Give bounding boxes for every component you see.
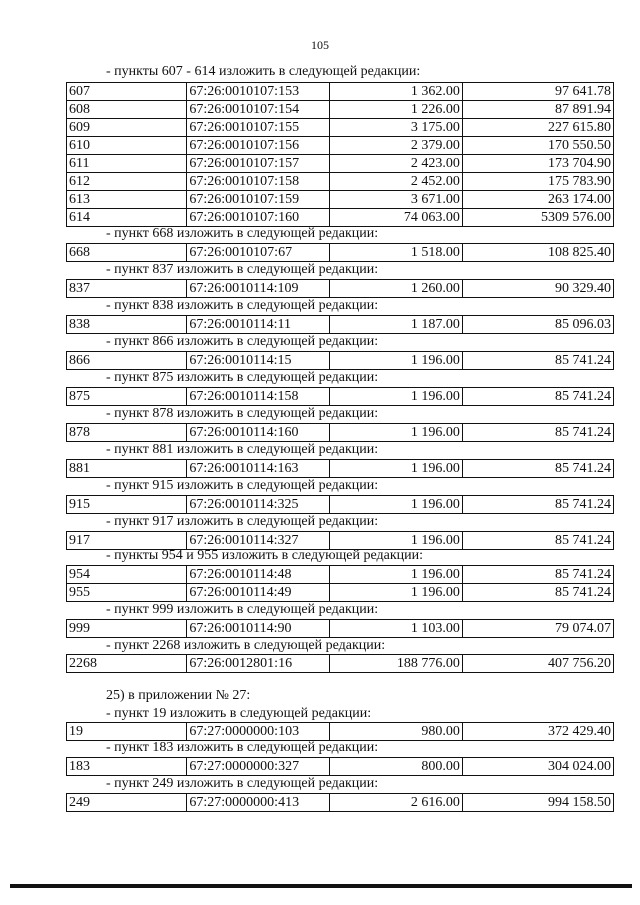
data-table (66, 793, 614, 812)
cadastral-number-cell: 67:27:0000000:327 (187, 758, 330, 776)
area-cell: 2 616.00 (330, 794, 463, 812)
data-table (66, 619, 614, 638)
value-cell: 5309 576.00 (462, 209, 613, 227)
cadastral-number-cell: 67:26:0010114:49 (187, 584, 330, 602)
cadastral-number-cell: 67:26:0010114:109 (187, 280, 330, 298)
area-cell: 2 452.00 (330, 173, 463, 191)
cadastral-number-cell: 67:26:0010114:15 (187, 352, 330, 370)
value-cell: 85 741.24 (462, 424, 613, 442)
row-number-cell: 837 (67, 280, 187, 298)
row-number-cell: 866 (67, 352, 187, 370)
row-number-cell: 249 (67, 794, 187, 812)
block-heading: - пункт 878 изложить в следующей редакции: (106, 406, 379, 421)
row-number-cell: 608 (67, 101, 187, 119)
table-row (67, 119, 614, 137)
cadastral-number-cell: 67:26:0010107:160 (187, 209, 330, 227)
table-row (67, 655, 614, 673)
cadastral-number-cell: 67:26:0010107:154 (187, 101, 330, 119)
block-heading: - пункт 249 изложить в следующей редакции: (106, 776, 379, 791)
cadastral-number-cell: 67:26:0010107:155 (187, 119, 330, 137)
block-heading: - пункты 607 - 614 изложить в следующей редакции: (106, 64, 421, 79)
value-cell: 994 158.50 (462, 794, 613, 812)
data-table (66, 279, 614, 298)
area-cell: 3 671.00 (330, 191, 463, 209)
block-heading: - пункт 915 изложить в следующей редакции: (106, 478, 379, 493)
table-row (67, 532, 614, 550)
table-row (67, 209, 614, 227)
cadastral-number-cell: 67:26:0010114:163 (187, 460, 330, 478)
block-heading: - пункт 866 изложить в следующей редакции: (106, 334, 379, 349)
area-cell: 1 103.00 (330, 620, 463, 638)
area-cell: 1 196.00 (330, 566, 463, 584)
area-cell: 1 196.00 (330, 388, 463, 406)
area-cell: 1 196.00 (330, 496, 463, 514)
row-number-cell: 875 (67, 388, 187, 406)
value-cell: 173 704.90 (462, 155, 613, 173)
cadastral-number-cell: 67:27:0000000:103 (187, 723, 330, 741)
table-row (67, 496, 614, 514)
value-cell: 97 641.78 (462, 83, 613, 101)
block-heading: - пункт 917 изложить в следующей редакции: (106, 514, 379, 529)
value-cell: 170 550.50 (462, 137, 613, 155)
area-cell: 1 196.00 (330, 532, 463, 550)
table-row (67, 723, 614, 741)
row-number-cell: 2268 (67, 655, 187, 673)
data-table (66, 423, 614, 442)
row-number-cell: 881 (67, 460, 187, 478)
block-heading: - пункт 881 изложить в следующей редакции: (106, 442, 379, 457)
value-cell: 372 429.40 (462, 723, 613, 741)
cadastral-number-cell: 67:26:0010114:90 (187, 620, 330, 638)
value-cell: 87 891.94 (462, 101, 613, 119)
row-number-cell: 613 (67, 191, 187, 209)
data-table (66, 351, 614, 370)
table-row (67, 101, 614, 119)
row-number-cell: 611 (67, 155, 187, 173)
data-table (66, 495, 614, 514)
area-cell: 188 776.00 (330, 655, 463, 673)
table-row (67, 352, 614, 370)
value-cell: 85 096.03 (462, 316, 613, 334)
area-cell: 800.00 (330, 758, 463, 776)
row-number-cell: 999 (67, 620, 187, 638)
cadastral-number-cell: 67:26:0010114:327 (187, 532, 330, 550)
table-row (67, 83, 614, 101)
table-row (67, 424, 614, 442)
table-row (67, 173, 614, 191)
table-row (67, 155, 614, 173)
table-row (67, 566, 614, 584)
cadastral-number-cell: 67:26:0010107:158 (187, 173, 330, 191)
block-heading: - пункт 999 изложить в следующей редакции: (106, 602, 379, 617)
row-number-cell: 668 (67, 244, 187, 262)
data-table (66, 654, 614, 673)
table-row (67, 316, 614, 334)
bottom-rule (10, 884, 632, 888)
cadastral-number-cell: 67:26:0010114:11 (187, 316, 330, 334)
table-row (67, 584, 614, 602)
row-number-cell: 612 (67, 173, 187, 191)
value-cell: 108 825.40 (462, 244, 613, 262)
area-cell: 1 518.00 (330, 244, 463, 262)
cadastral-number-cell: 67:26:0010114:160 (187, 424, 330, 442)
value-cell: 407 756.20 (462, 655, 613, 673)
table-row (67, 388, 614, 406)
value-cell: 90 329.40 (462, 280, 613, 298)
area-cell: 1 226.00 (330, 101, 463, 119)
table-row (67, 191, 614, 209)
area-cell: 3 175.00 (330, 119, 463, 137)
value-cell: 85 741.24 (462, 532, 613, 550)
table-row (67, 280, 614, 298)
cadastral-number-cell: 67:26:0010107:157 (187, 155, 330, 173)
data-table (66, 757, 614, 776)
table-row (67, 244, 614, 262)
row-number-cell: 614 (67, 209, 187, 227)
row-number-cell: 917 (67, 532, 187, 550)
value-cell: 85 741.24 (462, 352, 613, 370)
data-table (66, 722, 614, 741)
cadastral-number-cell: 67:26:0010114:48 (187, 566, 330, 584)
table-row (67, 758, 614, 776)
value-cell: 85 741.24 (462, 566, 613, 584)
area-cell: 1 260.00 (330, 280, 463, 298)
area-cell: 1 196.00 (330, 584, 463, 602)
value-cell: 85 741.24 (462, 496, 613, 514)
table-row (67, 620, 614, 638)
cadastral-number-cell: 67:26:0010114:325 (187, 496, 330, 514)
area-cell: 2 379.00 (330, 137, 463, 155)
block-heading: - пункт 2268 изложить в следующей редакции: (106, 638, 386, 653)
value-cell: 79 074.07 (462, 620, 613, 638)
value-cell: 227 615.80 (462, 119, 613, 137)
value-cell: 85 741.24 (462, 584, 613, 602)
block-heading: - пункты 954 и 955 изложить в следующей редакции: (106, 548, 424, 563)
row-number-cell: 954 (67, 566, 187, 584)
cadastral-number-cell: 67:26:0010107:153 (187, 83, 330, 101)
data-table (66, 387, 614, 406)
row-number-cell: 609 (67, 119, 187, 137)
row-number-cell: 955 (67, 584, 187, 602)
area-cell: 1 187.00 (330, 316, 463, 334)
row-number-cell: 607 (67, 83, 187, 101)
block-heading: - пункт 875 изложить в следующей редакции: (106, 370, 379, 385)
block-heading: - пункт 19 изложить в следующей редакции: (106, 706, 372, 721)
cadastral-number-cell: 67:26:0010114:158 (187, 388, 330, 406)
table-row (67, 794, 614, 812)
block-heading: - пункт 183 изложить в следующей редакции: (106, 740, 379, 755)
data-table (66, 82, 614, 227)
area-cell: 1 196.00 (330, 352, 463, 370)
value-cell: 85 741.24 (462, 460, 613, 478)
row-number-cell: 19 (67, 723, 187, 741)
block-heading: - пункт 837 изложить в следующей редакции: (106, 262, 379, 277)
block-heading: - пункт 838 изложить в следующей редакции: (106, 298, 379, 313)
data-table (66, 243, 614, 262)
area-cell: 1 196.00 (330, 424, 463, 442)
data-table (66, 315, 614, 334)
data-table (66, 565, 614, 602)
page-number: 105 (311, 38, 329, 52)
row-number-cell: 915 (67, 496, 187, 514)
area-cell: 1 196.00 (330, 460, 463, 478)
row-number-cell: 183 (67, 758, 187, 776)
cadastral-number-cell: 67:26:0010107:159 (187, 191, 330, 209)
value-cell: 263 174.00 (462, 191, 613, 209)
row-number-cell: 878 (67, 424, 187, 442)
value-cell: 85 741.24 (462, 388, 613, 406)
area-cell: 74 063.00 (330, 209, 463, 227)
block-heading: - пункт 668 изложить в следующей редакции: (106, 226, 379, 241)
row-number-cell: 610 (67, 137, 187, 155)
data-table (66, 459, 614, 478)
cadastral-number-cell: 67:26:0012801:16 (187, 655, 330, 673)
table-row (67, 460, 614, 478)
value-cell: 304 024.00 (462, 758, 613, 776)
value-cell: 175 783.90 (462, 173, 613, 191)
cadastral-number-cell: 67:26:0010107:67 (187, 244, 330, 262)
section-title: 25) в приложении № 27: (106, 688, 251, 703)
area-cell: 980.00 (330, 723, 463, 741)
cadastral-number-cell: 67:27:0000000:413 (187, 794, 330, 812)
row-number-cell: 838 (67, 316, 187, 334)
cadastral-number-cell: 67:26:0010107:156 (187, 137, 330, 155)
table-row (67, 137, 614, 155)
area-cell: 2 423.00 (330, 155, 463, 173)
area-cell: 1 362.00 (330, 83, 463, 101)
